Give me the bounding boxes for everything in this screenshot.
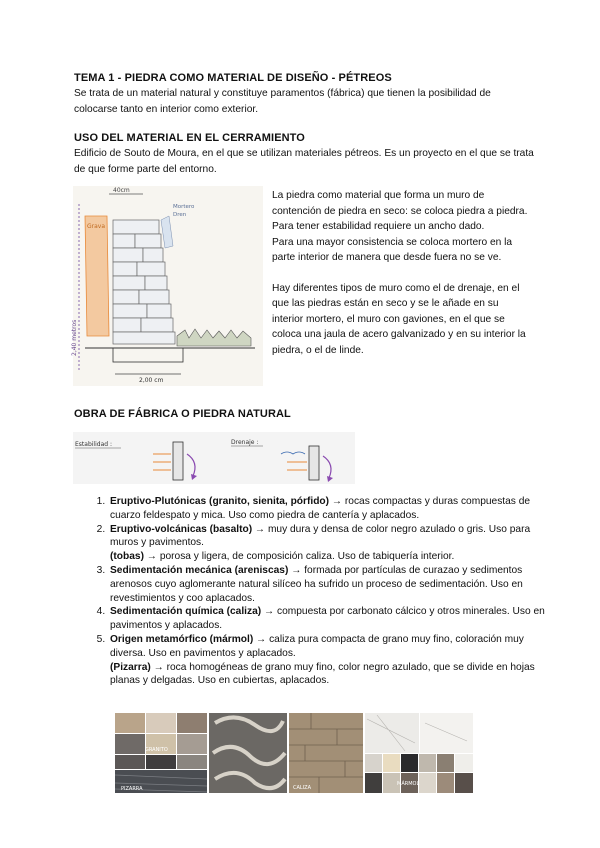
section-title-tema1: TEMA 1 - PIEDRA COMO MATERIAL DE DISEÑO - PÉTREOS (74, 72, 392, 84)
side-paragraph-1: La piedra como material que forma un muro de contención de piedra en seco: se coloca piedra a piedra. (272, 190, 528, 217)
svg-text:PIZARRA: PIZARRA (121, 786, 143, 792)
list-item: 1. Eruptivo-Plutónicas (granito, sienita, pórfido) → rocas compactas y duras compuestas de cuarzo feldespato y mica. Uso como piedra de cantería y aplacados. (108, 495, 560, 523)
diag-drainage-label: Drenaje : (231, 439, 259, 446)
list-item: 5. Origen metamórfico (mármol) → caliza pura compacta de grano muy fino, coloración muy diversa. Uso en pavimentos y aplacados. (Pizarra) → roca homogéneas de grano muy fino, color negro azulado, que se divide en hojas planas y delgadas. Uso en cubiertas, aplacados. (108, 633, 560, 688)
diag-stability-label: Estabilidad : (75, 441, 112, 448)
svg-text:MÁRMOL: MÁRMOL (397, 781, 420, 787)
section-title-fabrica: OBRA DE FÁBRICA O PIEDRA NATURAL (74, 408, 291, 420)
stone-types-list (86, 495, 560, 688)
marble-photo (365, 713, 473, 793)
side-paragraph-3: Para una mayor consistencia se coloca mortero en la parte interior de manera que desde fuera no se ve. (272, 236, 513, 263)
stone-photos-collage (115, 713, 473, 793)
sketch-mortero-label: Mortero (173, 204, 195, 210)
stability-drainage-diagram (73, 432, 355, 484)
sketch-top-dimension: 40cm (113, 187, 130, 194)
sketch-grava-label: Grava (87, 223, 106, 230)
wall-description (272, 188, 532, 358)
intro-paragraph: Se trata de un material natural y constituye paramentos (fábrica) que tienen la posibilidad de colocarse tanto en interior como exterior. (74, 88, 491, 115)
list-item: 3. Sedimentación mecánica (areniscas) → formada por partículas de curazao y sedimentos arenosos cuyo aglomerante natural silíceo ha sufrido un proceso de sedimentación. Uso en revestimientos y coo aplacados. (108, 564, 560, 605)
svg-text:CALIZA: CALIZA (293, 785, 312, 791)
basalt-pavement-photo (209, 713, 287, 793)
sketch-height-label: 2,40 metros (71, 319, 78, 356)
svg-text:GRANITO: GRANITO (145, 747, 168, 753)
side-paragraph-2: Para tener estabilidad requiere un ancho dado. (272, 221, 485, 232)
side-paragraph-4: Hay diferentes tipos de muro como el de drenaje, en el que las piedras están en seco y se le añade en su interior mortero, el muro con gaviones, en el que se coloca una jaula de acero galvanizado y en su interior la piedra, o el de linde. (272, 282, 526, 356)
sketch-dren-label: Dren (173, 212, 187, 218)
list-item: 4. Sedimentación química (caliza) → compuesta por carbonato cálcico y otros minerales. Uso en pavimentos y aplacados. (108, 605, 560, 633)
granite-photo (115, 713, 207, 769)
souto-moura-paragraph: Edificio de Souto de Moura, en el que se utilizan materiales pétreos. Es un proyecto en el que se trata de que forme parte del entorno. (74, 148, 534, 175)
sketch-width-label: 2,00 cm (139, 377, 164, 384)
retaining-wall-sketch (73, 186, 263, 386)
section-title-cerramiento: USO DEL MATERIAL EN EL CERRAMIENTO (74, 132, 305, 144)
limestone-wall-photo (289, 713, 363, 793)
list-item: 2. Eruptivo-volcánicas (basalto) → muy dura y densa de color negro azulado o gris. Uso para muros y pavimentos. (tobas) → porosa y ligera, de composición caliza. Uso de tabiquería interior. (108, 523, 560, 564)
slate-photo (115, 770, 207, 793)
